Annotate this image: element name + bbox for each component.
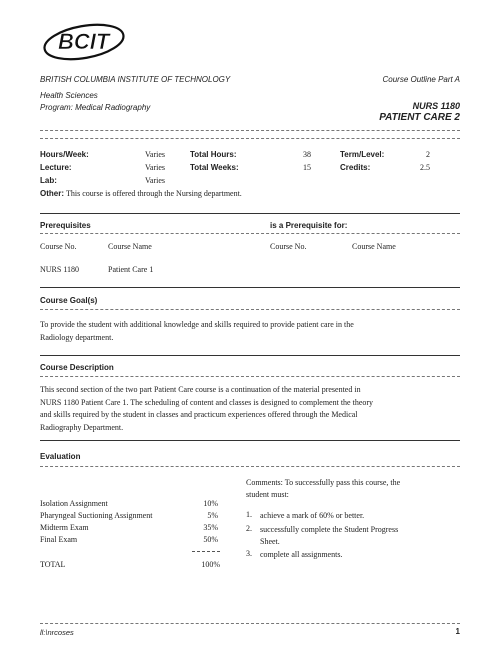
course-title: PATIENT CARE 2 [379,112,460,123]
total-value: 100% [201,560,220,569]
goals-line: To provide the student with additional knowledge and skills required to provide patient care in the [40,320,354,329]
total-weeks-label: Total Weeks: [190,163,239,172]
requirement-text [260,524,460,548]
eval-item-name: Isolation Assignment [40,499,108,508]
requirement-text: achieve a mark of 60% or better. [260,511,365,520]
eval-item-pct: 5% [207,511,218,520]
prereq-col-course-no: Course No. [40,242,77,251]
page-number: 1 [455,627,460,636]
course-code: NURS 1180 [412,101,460,111]
requirement-line: Sheet. [260,537,280,546]
comments-line: Comments: To successfully pass this course, the [246,478,401,487]
svg-text:BCIT: BCIT [58,29,110,54]
total-weeks-value: 15 [303,163,311,172]
footer-divider [40,623,460,624]
requirement-line: successfully complete the Student Progress [260,525,399,534]
divider [40,440,460,441]
is-prereq-col-course-no: Course No. [270,242,307,251]
goals-line: Radiology department. [40,332,114,342]
institute-name: BRITISH COLUMBIA INSTITUTE OF TECHNOLOGY [40,75,231,84]
requirement-num: 1. [246,510,252,519]
other-text: This course is offered through the Nursing department. [66,189,242,198]
footer-file: ll:\nrcoses [40,628,74,637]
description-line: Radiography Department. [40,422,124,432]
evaluation-heading: Evaluation [40,452,81,461]
divider [40,355,460,356]
credits-label: Credits: [340,163,371,172]
lab-label: Lab: [40,176,57,185]
divider [40,130,460,131]
school-name: Health Sciences [40,91,98,100]
other-label: Other: [40,189,64,198]
eval-item-name: Midterm Exam [40,523,89,532]
program-name: Program: Medical Radiography [40,103,151,112]
term-value: 2 [426,150,430,159]
divider [40,309,460,310]
prereq-course-name: Patient Care 1 [108,265,154,274]
lecture-label: Lecture: [40,163,72,172]
description-line: This second section of the two part Patient Care course is a continuation of the material presented in [40,385,361,394]
description-line: NURS 1180 Patient Care 1. The scheduling of content and classes is designed to complement the theory [40,397,374,407]
description-line: and skills required by the student in classes and practicum experiences offered through the Medical [40,410,358,419]
eval-item-pct: 50% [203,535,218,544]
eval-item-pct: 35% [203,523,218,532]
term-label: Term/Level: [340,150,385,159]
is-prereq-col-course-name: Course Name [352,242,396,251]
hours-week-label: Hours/Week: [40,150,89,159]
total-hours-value: 38 [303,150,311,159]
eval-item-pct: 10% [203,499,218,508]
requirement-num: 3. [246,549,252,558]
total-rule [192,551,220,552]
other-line [40,189,242,198]
is-prerequisite-heading: is a Prerequisite for: [270,221,348,230]
doc-type: Course Outline Part A [382,75,460,84]
requirement-text: complete all assignments. [260,550,343,559]
prereq-col-course-name: Course Name [108,242,152,251]
divider [40,287,460,288]
description-text [40,384,460,434]
goals-heading: Course Goal(s) [40,296,98,305]
total-hours-label: Total Hours: [190,150,237,159]
goals-text [40,319,460,344]
divider [40,466,460,467]
requirement-num: 2. [246,524,252,533]
eval-item-name: Final Exam [40,535,78,544]
lab-value: Varies [145,176,165,185]
divider [40,213,460,214]
prereq-course-no: NURS 1180 [40,265,80,274]
bcit-logo [40,14,130,70]
lecture-value: Varies [145,163,165,172]
description-heading: Course Description [40,363,114,372]
comments-text [246,477,456,501]
divider [40,138,460,139]
eval-item-name: Pharyngeal Suctioning Assignment [40,511,153,520]
total-label: TOTAL [40,560,66,569]
divider [40,233,460,234]
hours-week-value: Varies [145,150,165,159]
divider [40,376,460,377]
credits-value: 2.5 [420,163,430,172]
prerequisites-heading: Prerequisites [40,221,91,230]
bcit-logo-graphic [40,14,130,70]
comments-line: student must: [246,490,289,499]
